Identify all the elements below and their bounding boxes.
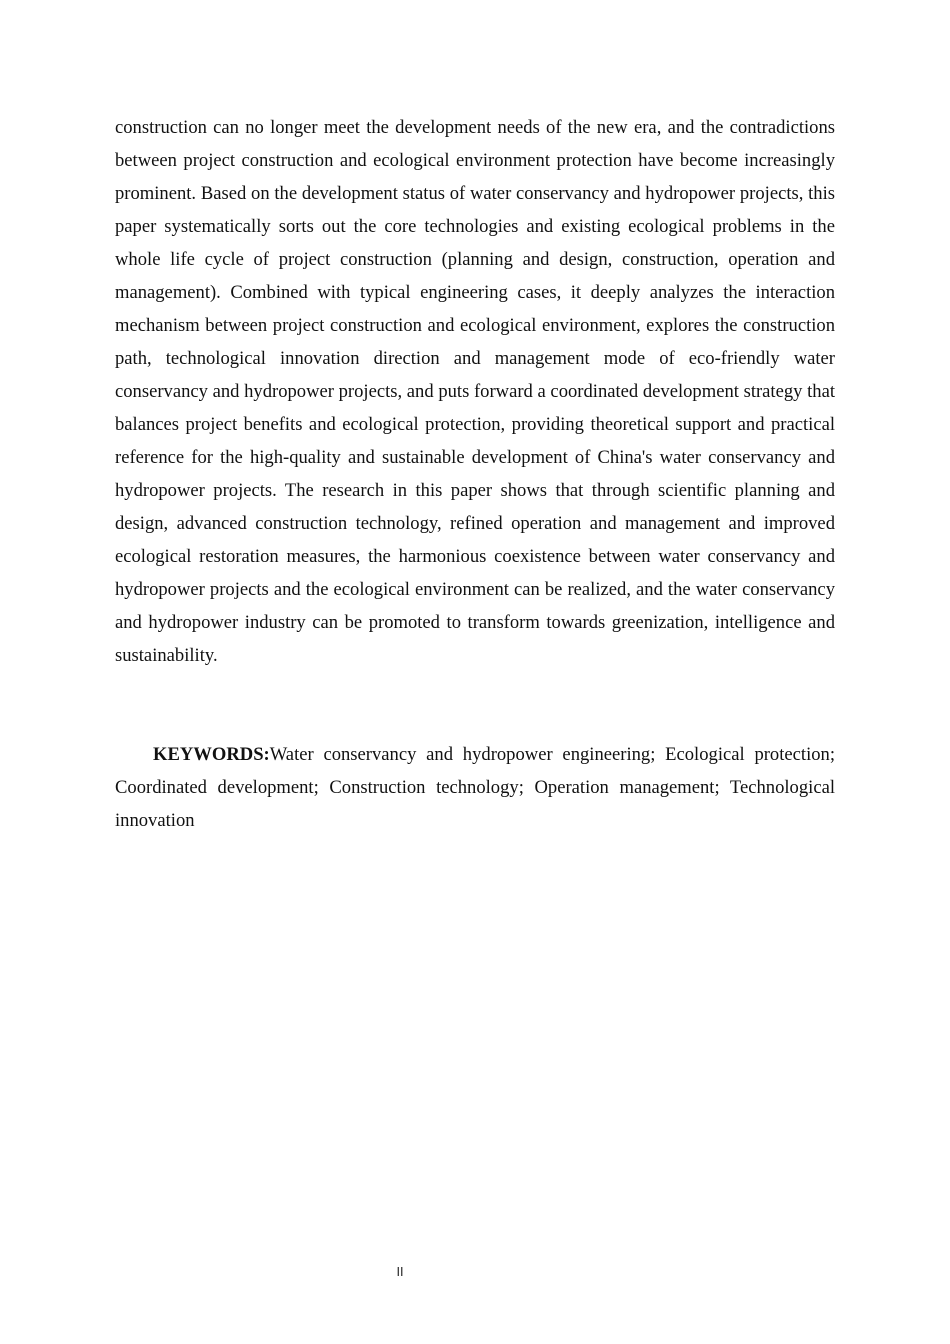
page-number: II [396, 1265, 404, 1279]
abstract-body-paragraph: construction can no longer meet the development needs of the new era, and the contradictions between project construction and ecological environment protection have become increasingly prominent. Based on the development status of water conservancy and hydropower projects, this paper systematically sorts out the core technologies and existing ecological problems in the whole life cycle of project construction (planning and design, construction, operation and management). Combined with typical engineering cases, it deeply analyzes the interaction mechanism between project construction and ecological environment, explores the construction path, technological innovation direction and management mode of eco-friendly water conservancy and hydropower projects, and puts forward a coordinated development strategy that balances project benefits and ecological protection, providing theoretical support and practical reference for the high-quality and sustainable development of China's water conservancy and hydropower projects. The research in this paper shows that through scientific planning and design, advanced construction technology, refined operation and management and improved ecological restoration measures, the harmonious coexistence between water conservancy and hydropower projects and the ecological environment can be realized, and the water conservancy and hydropower industry can be promoted to transform towards greenization, intelligence and sustainability. [115, 117, 835, 666]
keywords-paragraph [115, 738, 835, 837]
keywords-label: KEYWORDS: [153, 744, 270, 765]
keywords-text: Water conservancy and hydropower engineering; Ecological protection; Coordinated development; Construction technology; Operation management; Technological innovation [115, 744, 835, 831]
